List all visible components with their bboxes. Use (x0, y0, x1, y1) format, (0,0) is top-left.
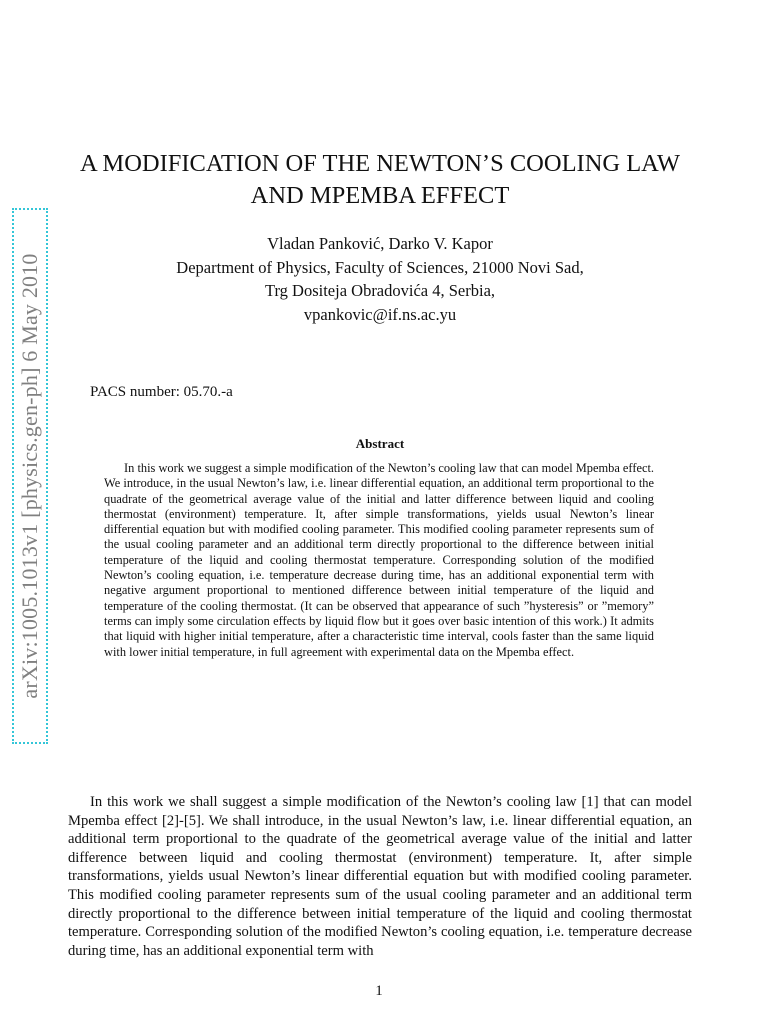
author-block (70, 232, 690, 326)
arxiv-sidebar-stamp (12, 208, 48, 744)
abstract-paragraph: In this work we suggest a simple modification of the Newton’s cooling law that can model Mpemba effect. We introduce, in the usual Newton’s law, i.e. linear differential equation, an additional term proportional to the quadrate of the geometrical average value of the initial and latter difference between liquid and cooling thermostat (environment) temperature. It, after simple transformations, yields usual Newton’s linear differential equation but with modified cooling parameter. This modified cooling parameter represents sum of the usual cooling parameter and an additional term directly proportional to the difference between initial temperature of the liquid and cooling thermostat temperature. Corresponding solution of the modified Newton’s cooling equation, i.e. temperature decrease during time, has an additional exponential term with negative argument proportional to mentioned difference between initial temperature of the liquid and temperature of the cooling thermostat. (It can be observed that appearance of such ”hysteresis” or ”memory” terms can imply some circulation effects by liquid flow but it goes over basic intention of this work.) It admits that liquid with higher initial temperature, after a characteristic time interval, cools faster than the same liquid with lower initial temperature, in full agreement with experimental data on the Mpemba effect. (104, 461, 654, 659)
arxiv-identifier: arXiv:1005.1013v1 [physics.gen-ph] 6 May 2010 (17, 253, 42, 699)
affiliation-line-2: Trg Dositeja Obradovića 4, Serbia, (264, 281, 496, 300)
page-number: 1 (375, 983, 383, 999)
author-names: Vladan Panković, Darko V. Kapor (267, 234, 493, 253)
body-paragraph: In this work we shall suggest a simple modification of the Newton’s cooling law [1] that can model Mpemba effect [2]-[5]. We shall introduce, in the usual Newton’s law, i.e. linear differential equation, an additional term proportional to the quadrate of the geometrical average value of the initial and latter difference between liquid and cooling thermostat (environment) temperature. It, after simple transformations, yields usual Newton’s linear differential equation but with modified cooling parameter. This modified cooling parameter represents sum of the usual cooling parameter and an additional term directly proportional to the difference between initial temperature of the liquid and cooling thermostat temperature. Corresponding solution of the modified Newton’s cooling equation, i.e. temperature decrease during time, has an additional exponential term with (68, 794, 692, 959)
paper-title: A MODIFICATION OF THE NEWTON’S COOLING LAW AND MPEMBA EFFECT (79, 150, 681, 209)
author-email: vpankovic@if.ns.ac.yu (303, 304, 457, 324)
affiliation-line-1: Department of Physics, Faculty of Sciences, 21000 Novi Sad, (176, 257, 584, 277)
abstract-heading: Abstract (355, 436, 405, 451)
pacs-number: PACS number: 05.70.-a (90, 384, 233, 400)
